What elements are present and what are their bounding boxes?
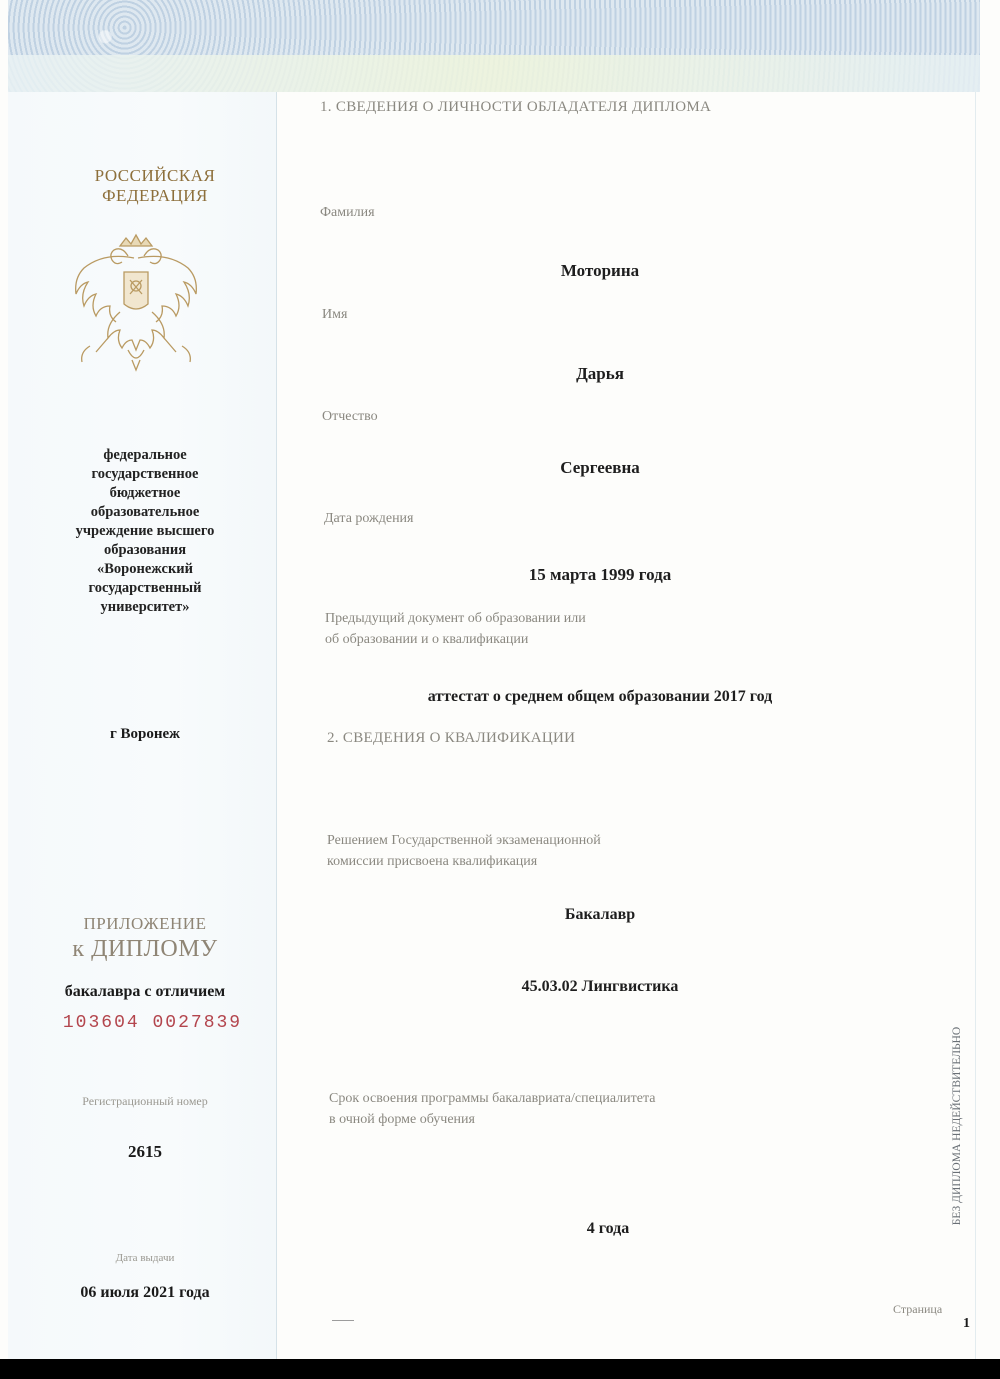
org-line: учреждение высшего bbox=[75, 523, 215, 539]
org-line: «Воронежский bbox=[96, 561, 194, 577]
previous-document-label-line-2: об образовании и о квалификации bbox=[325, 632, 529, 647]
name-label: Имя bbox=[322, 307, 348, 322]
decision-label-line-1: Решением Государственной экзаменационной bbox=[327, 833, 601, 848]
previous-document-label bbox=[325, 608, 586, 650]
security-pattern-banner bbox=[8, 0, 980, 92]
footer-dash bbox=[332, 1320, 354, 1321]
org-line: государственный bbox=[88, 580, 202, 596]
org-line: образования bbox=[103, 542, 187, 558]
supplement-title-line-1: ПРИЛОЖЕНИЕ bbox=[83, 914, 207, 933]
previous-document-value: аттестат о среднем общем образовании 2017 год bbox=[427, 688, 773, 705]
org-line: бюджетное bbox=[109, 485, 181, 501]
org-line: образовательное bbox=[90, 504, 200, 520]
issue-date-label: Дата выдачи bbox=[115, 1252, 175, 1264]
qualification-value: Бакалавр bbox=[564, 906, 636, 923]
qualification-section-title: 2. СВЕДЕНИЯ О КВАЛИФИКАЦИИ bbox=[327, 730, 576, 746]
name-value: Дарья bbox=[576, 364, 624, 383]
decision-label bbox=[327, 830, 601, 872]
duration-value: 4 года bbox=[586, 1220, 630, 1237]
double-headed-eagle-icon bbox=[68, 228, 204, 380]
page-label: Страница bbox=[893, 1302, 943, 1316]
program-value: 45.03.02 Лингвистика bbox=[521, 978, 679, 995]
surname-value: Моторина bbox=[560, 261, 640, 280]
duration-label bbox=[329, 1088, 655, 1130]
org-line: государственное bbox=[91, 466, 199, 482]
city-name: г Воронеж bbox=[109, 726, 181, 742]
country-name bbox=[40, 166, 270, 206]
column-divider bbox=[276, 92, 277, 1359]
duration-label-line-2: в очной форме обучения bbox=[329, 1112, 475, 1127]
registration-number: 2615 bbox=[128, 1142, 162, 1161]
right-edge-line bbox=[975, 92, 976, 1359]
country-line-2: ФЕДЕРАЦИЯ bbox=[102, 186, 208, 205]
patronymic-value: Сергеевна bbox=[560, 458, 640, 477]
validity-note: БЕЗ ДИПЛОМА НЕДЕЙСТВИТЕЛЬНО bbox=[951, 1026, 963, 1226]
organization-name bbox=[50, 446, 240, 617]
patronymic-label: Отчество bbox=[322, 409, 378, 424]
country-line-1: РОССИЙСКАЯ bbox=[94, 166, 216, 185]
supplement-title-line-2: к ДИПЛОМУ bbox=[72, 936, 218, 962]
scan-bottom-bar bbox=[0, 1359, 1000, 1379]
registration-number-label: Регистрационный номер bbox=[82, 1094, 208, 1108]
org-line: университет» bbox=[100, 599, 190, 615]
org-line: федеральное bbox=[103, 447, 187, 463]
birth-date-label: Дата рождения bbox=[324, 511, 414, 526]
duration-label-line-1: Срок освоения программы бакалавриата/специалитета bbox=[329, 1091, 656, 1106]
decision-label-line-2: комиссии присвоена квалификация bbox=[327, 854, 538, 869]
birth-date-value: 15 марта 1999 года bbox=[528, 565, 672, 584]
serial-number: 103604 0027839 bbox=[62, 1013, 243, 1033]
surname-label: Фамилия bbox=[320, 205, 375, 220]
previous-document-label-line-1: Предыдущий документ об образовании или bbox=[325, 611, 586, 626]
issue-date: 06 июля 2021 года bbox=[80, 1284, 210, 1301]
page-number: 1 bbox=[963, 1316, 970, 1331]
degree-type: бакалавра с отличием bbox=[64, 983, 226, 1000]
personal-section-title: 1. СВЕДЕНИЯ О ЛИЧНОСТИ ОБЛАДАТЕЛЯ ДИПЛОМА bbox=[320, 99, 712, 115]
